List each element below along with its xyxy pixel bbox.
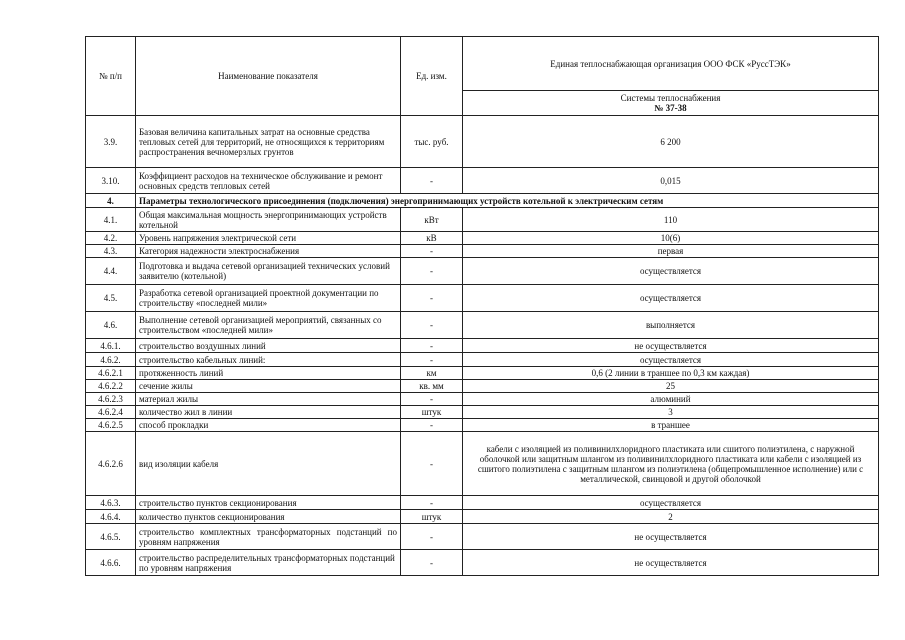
row-num: 4.1.: [86, 208, 136, 232]
row-unit: -: [401, 168, 463, 194]
row-name: строительство комплектных трансформаторных подстанций по уровням напряжения: [136, 524, 401, 550]
row-value: не осуществляется: [463, 524, 879, 550]
row-unit: тыс. руб.: [401, 116, 463, 168]
row-value: первая: [463, 245, 879, 258]
row-name: сечение жилы: [136, 380, 401, 393]
table-row: [86, 406, 879, 419]
row-unit: кВ: [401, 232, 463, 245]
row-name: вид изоляции кабеля: [136, 432, 401, 496]
row-value: осуществляется: [463, 285, 879, 312]
row-name: Выполнение сетевой организацией мероприятий, связанных со строительством «последней мили»: [136, 312, 401, 339]
row-num: 4.6.6.: [86, 550, 136, 576]
row-num: 4.6.2.: [86, 353, 136, 367]
row-value: не осуществляется: [463, 550, 879, 576]
table-row: [86, 496, 879, 510]
header-org: Единая теплоснабжающая организация ООО ФСК «РуссТЭК»: [463, 37, 879, 91]
row-value: кабели с изоляцией из поливинилхлоридного пластиката или сшитого полиэтилена, с наружной оболочкой или защитным шлангом из поливинилхлоридного пластиката или кабели с изоляцией из сшитого полиэтилена с защитным шлангом из полиэтилена (общепромышленное исполнение) или с металлической, свинцовой и другой оболочкой: [463, 432, 879, 496]
row-num: 4.6.2.2: [86, 380, 136, 393]
row-num: 4.6.2.3: [86, 393, 136, 406]
row-name: Базовая величина капитальных затрат на основные средства тепловых сетей для территорий, не относящихся к территориям распространения вечномерзлых грунтов: [136, 116, 401, 168]
row-value: 0,015: [463, 168, 879, 194]
table-row: [86, 550, 879, 576]
row-value: 110: [463, 208, 879, 232]
table-row: [86, 510, 879, 524]
table-row: [86, 393, 879, 406]
row-unit: штук: [401, 406, 463, 419]
row-value: в траншее: [463, 419, 879, 432]
table-row: [86, 312, 879, 339]
table-row: [86, 232, 879, 245]
row-value: 3: [463, 406, 879, 419]
row-name: строительство кабельных линий:: [136, 353, 401, 367]
row-unit: кВт: [401, 208, 463, 232]
header-systems: [463, 91, 879, 116]
row-name: строительство распределительных трансформаторных подстанций по уровням напряжения: [136, 550, 401, 576]
row-name: Категория надежности электроснабжения: [136, 245, 401, 258]
header-num: № п/п: [86, 37, 136, 116]
row-num: 4.2.: [86, 232, 136, 245]
row-name: количество жил в линии: [136, 406, 401, 419]
table-row: [86, 168, 879, 194]
row-num: 4.6.2.5: [86, 419, 136, 432]
row-name: Общая максимальная мощность энергопринимающих устройств котельной: [136, 208, 401, 232]
row-name: протяженность линий: [136, 367, 401, 380]
row-value: 0,6 (2 линии в траншее по 0,3 км каждая): [463, 367, 879, 380]
table-row: [86, 116, 879, 168]
section-num: 4.: [86, 194, 136, 208]
table-row: [86, 245, 879, 258]
row-num: 4.6.5.: [86, 524, 136, 550]
row-name: строительство воздушных линий: [136, 339, 401, 353]
row-unit: -: [401, 339, 463, 353]
header-row: [86, 37, 879, 91]
row-num: 4.6.: [86, 312, 136, 339]
row-unit: -: [401, 258, 463, 285]
row-value: не осуществляется: [463, 339, 879, 353]
row-unit: -: [401, 496, 463, 510]
table-row: [86, 367, 879, 380]
row-name: Разработка сетевой организацией проектной документации по строительству «последней мили»: [136, 285, 401, 312]
row-value: алюминий: [463, 393, 879, 406]
row-unit: кв. мм: [401, 380, 463, 393]
row-num: 4.3.: [86, 245, 136, 258]
row-unit: штук: [401, 510, 463, 524]
row-value: выполняется: [463, 312, 879, 339]
section-title: Параметры технологического присоединения (подключения) энергопринимающих устройств котельной к электрическим сетям: [136, 194, 879, 208]
row-num: 4.6.4.: [86, 510, 136, 524]
row-unit: -: [401, 285, 463, 312]
header-name: Наименование показателя: [136, 37, 401, 116]
row-unit: -: [401, 245, 463, 258]
header-unit: Ед. изм.: [401, 37, 463, 116]
table-row: [86, 285, 879, 312]
row-unit: -: [401, 524, 463, 550]
row-value: осуществляется: [463, 353, 879, 367]
row-unit: -: [401, 353, 463, 367]
header-systems-label: Системы теплоснабжения: [620, 93, 721, 103]
row-num: 4.6.1.: [86, 339, 136, 353]
row-num: 4.5.: [86, 285, 136, 312]
row-value: 6 200: [463, 116, 879, 168]
row-value: 25: [463, 380, 879, 393]
row-name: Подготовка и выдача сетевой организацией технических условий заявителю (котельной): [136, 258, 401, 285]
row-num: 3.10.: [86, 168, 136, 194]
row-name: Уровень напряжения электрической сети: [136, 232, 401, 245]
row-unit: -: [401, 419, 463, 432]
table-row: [86, 419, 879, 432]
table-row: [86, 432, 879, 496]
row-num: 4.4.: [86, 258, 136, 285]
row-num: 4.6.3.: [86, 496, 136, 510]
row-value: 2: [463, 510, 879, 524]
row-value: 10(6): [463, 232, 879, 245]
table-row: [86, 208, 879, 232]
indicators-table: [85, 36, 879, 576]
row-num: 4.6.2.4: [86, 406, 136, 419]
table-row: [86, 380, 879, 393]
row-name: строительство пунктов секционирования: [136, 496, 401, 510]
table-row: [86, 524, 879, 550]
row-name: Коэффициент расходов на техническое обслуживание и ремонт основных средств тепловых сетей: [136, 168, 401, 194]
row-unit: -: [401, 393, 463, 406]
row-name: способ прокладки: [136, 419, 401, 432]
row-unit: -: [401, 312, 463, 339]
table-row: [86, 258, 879, 285]
row-unit: км: [401, 367, 463, 380]
row-num: 4.6.2.6: [86, 432, 136, 496]
section-row: [86, 194, 879, 208]
row-value: осуществляется: [463, 496, 879, 510]
row-unit: -: [401, 550, 463, 576]
row-name: количество пунктов секционирования: [136, 510, 401, 524]
row-unit: -: [401, 432, 463, 496]
row-value: осуществляется: [463, 258, 879, 285]
row-name: материал жилы: [136, 393, 401, 406]
row-num: 3.9.: [86, 116, 136, 168]
table-row: [86, 339, 879, 353]
header-systems-number: № 37-38: [654, 103, 687, 113]
table-row: [86, 353, 879, 367]
row-num: 4.6.2.1: [86, 367, 136, 380]
